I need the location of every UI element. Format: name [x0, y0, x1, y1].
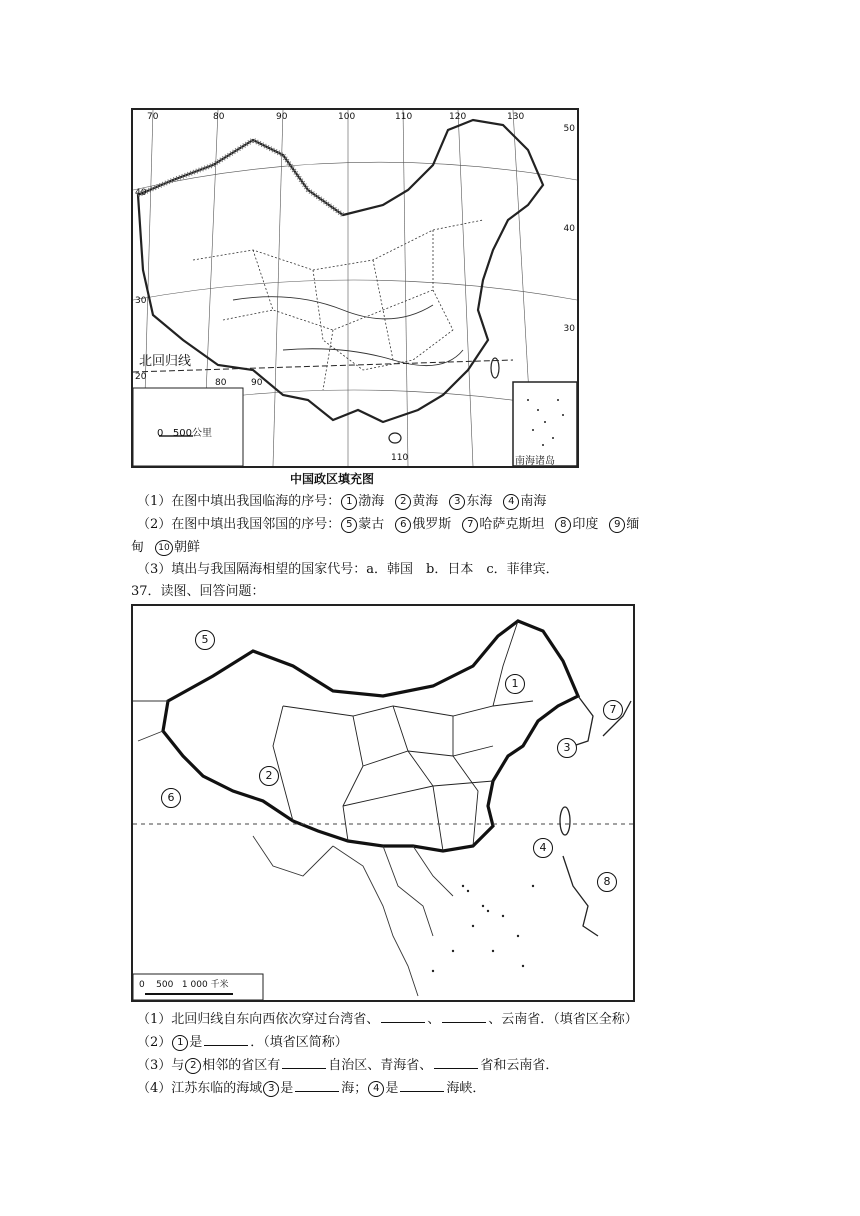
answer-blank-4b[interactable]: [400, 1091, 444, 1092]
q36-line3: （3）填出与我国隔海相望的国家代号：a．韩国 b．日本 c．菲律宾．: [137, 562, 559, 577]
tick-top-1: 80: [213, 112, 225, 122]
neighbor-name-5: 蒙古: [358, 517, 385, 532]
tick-bottom-1: 90: [251, 378, 263, 388]
answer-blank-1a[interactable]: [381, 1022, 425, 1023]
tick-right-2: 30: [563, 324, 575, 334]
marker-5: 5: [195, 630, 215, 650]
sea-name-4: 南海: [520, 494, 547, 509]
sea-num-2: 2: [395, 494, 411, 510]
q37-l3-text-d: 省和云南省．: [480, 1058, 559, 1073]
sea-num-1: 1: [341, 494, 357, 510]
china-admin-map: [131, 108, 579, 468]
map1-drawing: [133, 110, 577, 466]
q37-line4: [137, 1077, 485, 1097]
neighbor-name-10: 朝鲜: [174, 540, 201, 555]
map1-caption: 中国政区填充图: [290, 472, 375, 486]
q37-l3-text-a: （3）与: [137, 1058, 185, 1073]
marker-4: 4: [533, 838, 553, 858]
q37-l1-text-b: 、: [427, 1012, 441, 1027]
tick-left-0: 40: [135, 188, 147, 198]
marker-1: 1: [505, 674, 525, 694]
q37-l4-num1: 3: [263, 1081, 279, 1097]
neighbor-num-6: 6: [395, 517, 411, 533]
sea-num-3: 3: [449, 494, 465, 510]
tick-top-2: 90: [276, 112, 288, 122]
sea-name-2: 黄海: [412, 494, 439, 509]
tick-bottom-2: 110: [391, 453, 409, 463]
tick-top-6: 130: [507, 112, 525, 122]
q37-l4-text-c: 海；: [341, 1081, 368, 1096]
map2-drawing: [133, 606, 633, 1000]
q36-line2-prefix: （2）在图中填出我国邻国的序号：: [137, 517, 341, 532]
sea-name-3: 东海: [466, 494, 493, 509]
q37-line2: [137, 1031, 348, 1051]
q37-l4-text-a: （4）江苏东临的海域: [137, 1081, 263, 1096]
q37-title: 37．读图、回答问题：: [131, 584, 265, 599]
q37-l2-text-a: （2）: [137, 1035, 172, 1050]
answer-blank-4a[interactable]: [295, 1091, 339, 1092]
tick-left-1: 30: [135, 296, 147, 306]
tick-right-1: 40: [563, 224, 575, 234]
neighbor-num-8: 8: [555, 517, 571, 533]
answer-blank-3a[interactable]: [282, 1068, 326, 1069]
tick-right-0: 50: [563, 124, 575, 134]
neighbor-num-5: 5: [341, 517, 357, 533]
answer-blank-2[interactable]: [204, 1045, 248, 1046]
neighbor-name-8: 印度: [572, 517, 599, 532]
marker-7: 7: [603, 700, 623, 720]
china-region-map: [131, 604, 635, 1002]
tick-top-0: 70: [147, 112, 159, 122]
q37-l1-text-c: 、云南省．（填省区全称）: [488, 1012, 638, 1027]
tick-bottom-0: 80: [215, 378, 227, 388]
q37-l2-text-c: ．（填省区简称）: [250, 1035, 348, 1050]
sea-num-4: 4: [503, 494, 519, 510]
q37-l4-text-b: 是: [280, 1081, 294, 1096]
q36-line1-prefix: （1）在图中填出我国临海的序号：: [137, 494, 341, 509]
q36-line2-cont-prefix: 甸: [131, 540, 145, 555]
q36-line2: [137, 513, 639, 533]
q37-l3-text-c: 自治区、青海省、: [328, 1058, 433, 1073]
tick-top-3: 100: [338, 112, 356, 122]
q37-l3-text-b: 相邻的省区有: [202, 1058, 281, 1073]
tick-top-5: 120: [449, 112, 467, 122]
tick-top-4: 110: [395, 112, 413, 122]
q36-line2-cont: [131, 536, 200, 556]
neighbor-num-9: 9: [609, 517, 625, 533]
marker-8: 8: [597, 872, 617, 892]
q37-l1-text-a: （1）北回归线自东向西依次穿过台湾省、: [137, 1012, 380, 1027]
neighbor-num-10: 10: [155, 540, 173, 556]
q37-l4-text-e: 海峡．: [446, 1081, 486, 1096]
neighbor-name-7: 哈萨克斯坦: [479, 517, 545, 532]
marker-6: 6: [161, 788, 181, 808]
marker-3: 3: [557, 738, 577, 758]
tropic-label: 北回归线: [139, 354, 192, 369]
scale-label: 0 500公里: [157, 428, 212, 439]
q37-l4-text-d: 是: [385, 1081, 399, 1096]
tick-left-2: 20: [135, 372, 147, 382]
marker-2: 2: [259, 766, 279, 786]
answer-blank-3b[interactable]: [434, 1068, 478, 1069]
q37-l3-num: 2: [185, 1058, 201, 1074]
q37-line1: [137, 1008, 638, 1027]
q37-l2-num: 1: [172, 1035, 188, 1051]
neighbor-name-6: 俄罗斯: [412, 517, 452, 532]
answer-blank-1b[interactable]: [442, 1022, 486, 1023]
sea-name-1: 渤海: [358, 494, 385, 509]
inset-label: 南海诸岛: [515, 456, 555, 467]
neighbor-num-7: 7: [462, 517, 478, 533]
q37-l2-text-b: 是: [189, 1035, 203, 1050]
q36-line1: [137, 490, 546, 510]
q37-line3: [137, 1054, 558, 1074]
map2-scale-label: 0 500 1 000 千米: [139, 980, 229, 990]
neighbor-name-9: 缅: [626, 517, 640, 532]
q37-l4-num2: 4: [368, 1081, 384, 1097]
